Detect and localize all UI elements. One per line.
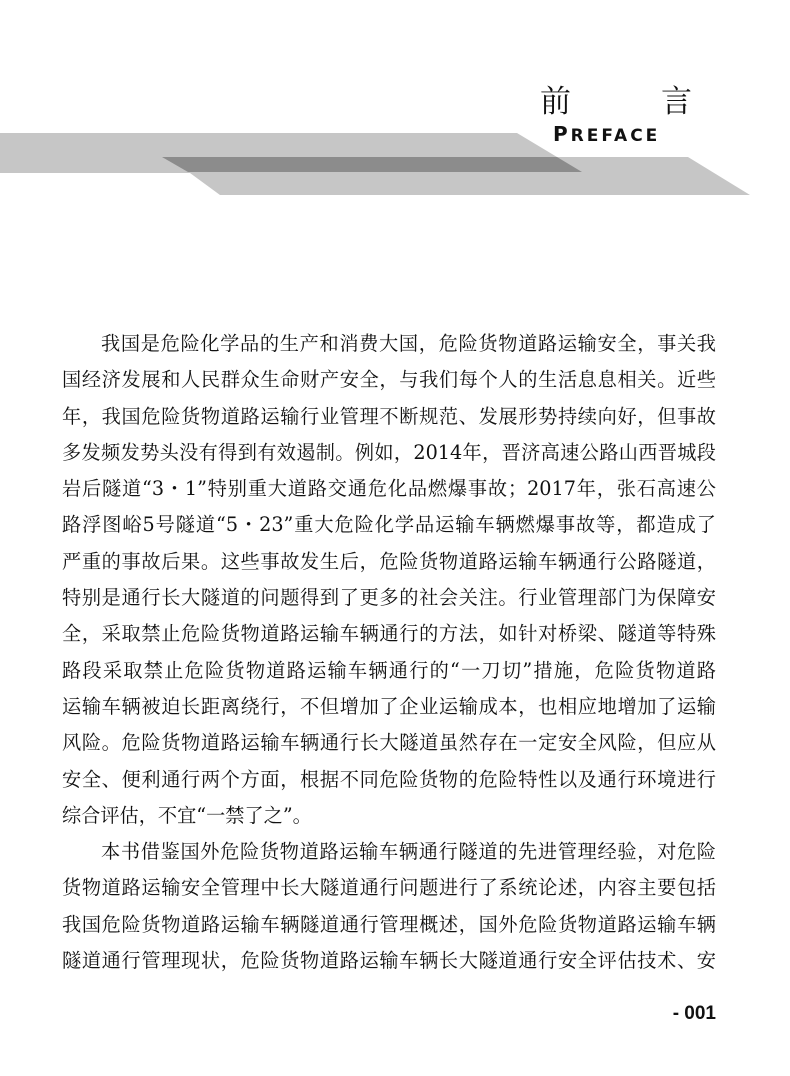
text-line: 年，我国危险货物道路运输行业管理不断规范、发展形势持续向好，但事故 bbox=[62, 404, 716, 428]
text-line: 货物道路运输安全管理中长大隧道通行问题进行了系统论述，内容主要包括 bbox=[62, 876, 716, 900]
page-title-english bbox=[553, 124, 695, 146]
text-line: 隧道通行管理现状，危险货物道路运输车辆长大隧道通行安全评估技术、安 bbox=[62, 949, 716, 973]
title-en-rest: REFACE bbox=[570, 126, 661, 146]
text-line: 全，采取禁止危险货物道路运输车辆通行的方法，如针对桥梁、隧道等特殊 bbox=[62, 622, 716, 646]
text-line: 风险。危险货物道路运输车辆通行长大隧道虽然存在一定安全风险，但应从 bbox=[62, 731, 716, 755]
text-line: 特别是通行长大隧道的问题得到了更多的社会关注。行业管理部门为保障安 bbox=[62, 586, 716, 610]
text-line: 综合评估，不宜“一禁了之”。 bbox=[62, 803, 312, 827]
paragraph bbox=[62, 326, 716, 834]
text-line: 严重的事故后果。这些事故发生后，危险货物道路运输车辆通行公路隧道， bbox=[62, 549, 716, 573]
dark-band bbox=[162, 157, 582, 172]
title-en-initial: P bbox=[553, 122, 571, 146]
body-text bbox=[62, 326, 716, 979]
text-line: 我国危险货物道路运输车辆隧道通行管理概述，国外危险货物道路运输车辆 bbox=[62, 912, 716, 936]
text-line: 安全、便利通行两个方面，根据不同危险货物的危险特性以及通行环境进行 bbox=[62, 767, 716, 791]
text-line: 路段采取禁止危险货物道路运输车辆通行的“一刀切”措施，危险货物道路 bbox=[62, 658, 716, 682]
page-number: - 001 bbox=[672, 1003, 716, 1024]
text-line: 国经济发展和人民群众生命财产安全，与我们每个人的生活息息相关。近些 bbox=[62, 368, 716, 392]
text-line: 本书借鉴国外危险货物道路运输车辆通行隧道的先进管理经验，对危险 bbox=[101, 840, 716, 864]
text-line: 路浮图峪5号隧道“5・23”重大危险化学品运输车辆燃爆事故等，都造成了 bbox=[62, 513, 716, 537]
text-line: 我国是危险化学品的生产和消费大国，危险货物道路运输安全，事关我 bbox=[101, 332, 716, 355]
text-line: 岩后隧道“3・1”特别重大道路交通危化品燃爆事故；2017年，张石高速公 bbox=[62, 477, 716, 501]
page-title bbox=[540, 84, 692, 120]
text-line: 运输车辆被迫长距离绕行，不但增加了企业运输成本，也相应地增加了运输 bbox=[62, 694, 716, 718]
title-char-2: 言 bbox=[661, 84, 692, 120]
title-char-1: 前 bbox=[540, 84, 571, 120]
text-line: 多发频发势头没有得到有效遏制。例如，2014年，晋济高速公路山西晋城段 bbox=[62, 440, 716, 464]
paragraph bbox=[62, 834, 716, 979]
